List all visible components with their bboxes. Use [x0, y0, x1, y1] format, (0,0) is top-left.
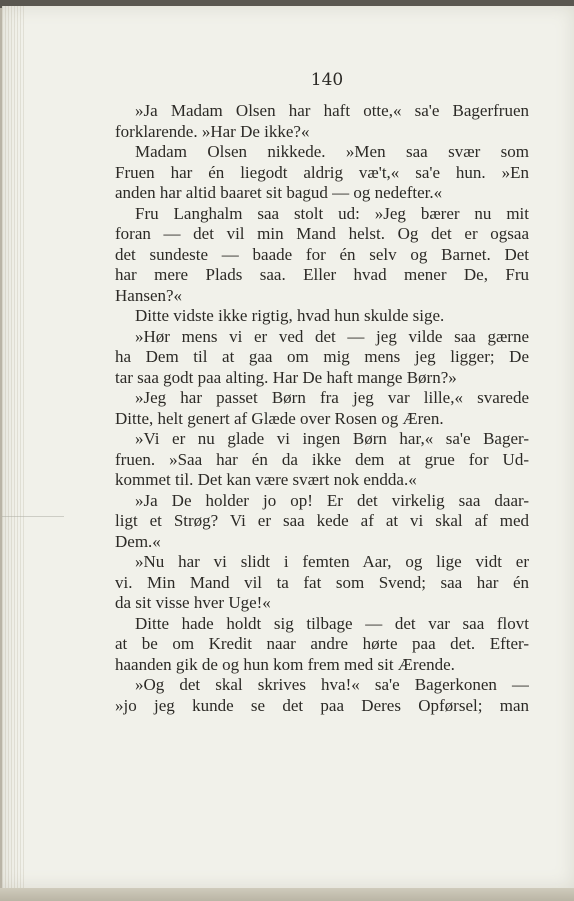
text-line: anden har altid baaret sit bagud — og nedefter.«: [115, 183, 443, 202]
text-line: tar saa godt paa alting. Har De haft mange Børn?»: [115, 367, 457, 387]
text-line: kommet til. Det kan være svært nok endda.«: [115, 470, 417, 489]
text-line: det sundeste — baade for én selv og Barnet. Det: [115, 244, 529, 264]
text-line: at be om Kredit naar andre hørte paa det. Efter-: [115, 634, 529, 653]
text-line: »Nu har vi slidt i femten Aar, og lige vidt er: [135, 552, 529, 571]
text-line: fruen. »Saa har én da ikke dem at grue for Ud-: [115, 449, 529, 469]
text-line: Ditte hade holdt sig tilbage — det var saa flovt: [135, 613, 529, 633]
text-line: Ditte, helt genert af Glæde over Rosen og Æren.: [115, 408, 444, 428]
text-line: Fruen har én liegodt aldrig væ't,« sa'e hun. »En: [115, 162, 529, 182]
text-line: ligt et Strøg? Vi er saa kede af at vi skal af med: [115, 511, 529, 530]
scan-bottom-border: [0, 888, 574, 901]
text-line: »Og det skal skrives hva!« sa'e Bagerkonen —: [135, 675, 529, 694]
text-line: har mere Plads saa. Eller hvad mener De, Fru: [115, 265, 529, 284]
text-line: vi. Min Mand vil ta fat som Svend; saa har én: [115, 572, 529, 592]
text-line: »Ja De holder jo op! Er det virkelig saa daar-: [135, 490, 529, 510]
text-line: »Vi er nu glade vi ingen Børn har,« sa'e Bager-: [135, 429, 529, 448]
text-line: Dem.«: [115, 531, 161, 551]
text-line: ha Dem til at gaa om mig mens jeg ligger; De: [115, 347, 529, 366]
page-crease-mark: [2, 516, 64, 517]
text-line: »Hør mens vi er ved det — jeg vilde saa gærne: [135, 326, 529, 346]
text-line: Fru Langhalm saa stolt ud: »Jeg bærer nu mit: [135, 203, 529, 223]
text-line: Madam Olsen nikkede. »Men saa svær som: [135, 142, 529, 161]
page-number: 140: [310, 70, 344, 90]
text-line: »Jeg har passet Børn fra jeg var lille,« svarede: [135, 388, 529, 407]
text-line: Hansen?«: [115, 285, 183, 305]
page-edges: [2, 6, 24, 888]
text-line: Ditte vidste ikke rigtig, hvad hun skulde sige.: [135, 306, 445, 325]
body-text: [115, 101, 529, 716]
text-line: da sit visse hver Uge!«: [115, 593, 271, 612]
text-line: »Ja Madam Olsen har haft otte,« sa'e Bagerfruen: [135, 101, 529, 120]
text-line: haanden gik de og hun kom frem med sit Ærende.: [115, 654, 455, 674]
text-line: »jo jeg kunde se det paa Deres Opførsel; man: [115, 695, 529, 715]
text-line: foran — det vil min Mand helst. Og det er ogsaa: [115, 224, 529, 243]
text-line: forklarende. »Har De ikke?«: [115, 121, 310, 141]
